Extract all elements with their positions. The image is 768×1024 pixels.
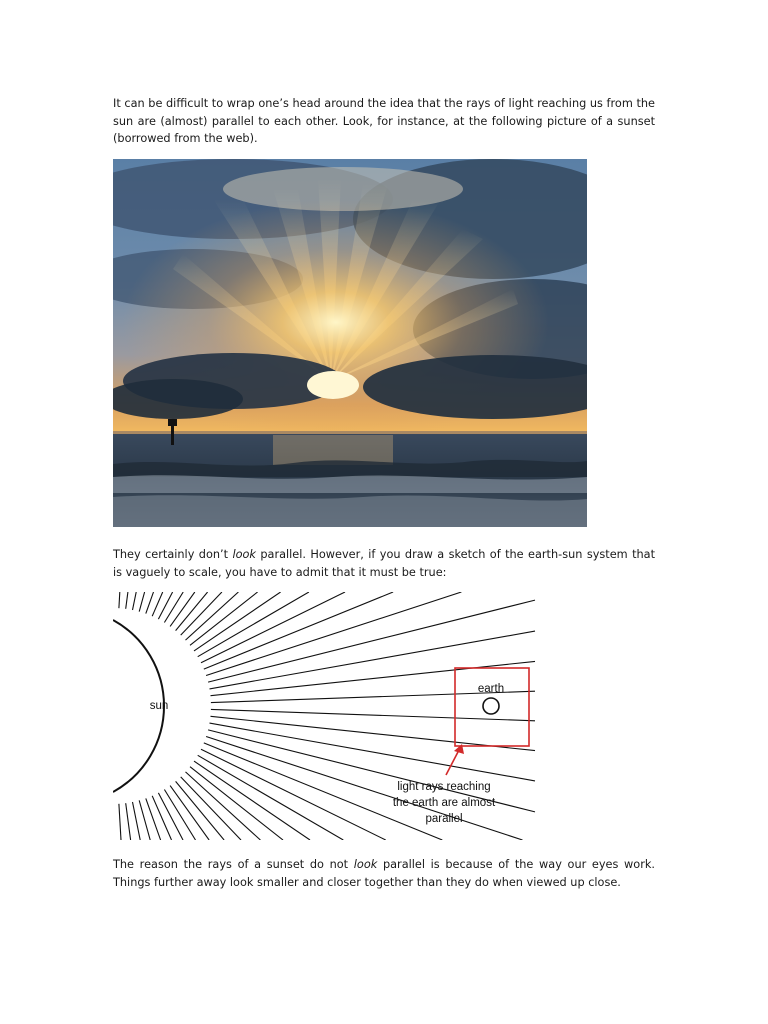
sun-ray [170, 786, 209, 840]
sun-ray [126, 592, 128, 609]
sketch-paragraph-end: parallel. However, if you draw a sketch of the earth-sun system that is vaguely to scale, you have to admit that it must be true: [113, 548, 656, 579]
sun-ray [152, 796, 171, 840]
sun-ray [164, 592, 183, 623]
sun-ray [126, 803, 131, 840]
sun-ray [181, 592, 222, 635]
sun-ray [152, 592, 163, 616]
caption-line-1: light rays reaching [397, 781, 491, 793]
sun-ray [170, 592, 195, 626]
sun-ray [190, 592, 258, 645]
intro-paragraph: It can be difficult to wrap one’s head around the idea that the rays of light reaching us from the sun are (almost) parallel to each other. Look, for instance, at the following picture of a sunset (borrowed from the web). [113, 97, 655, 145]
sun-ray [176, 781, 225, 840]
caption-line-3: parallel [425, 813, 463, 825]
sun-ray [133, 592, 137, 610]
sun-ray [133, 802, 141, 840]
sun-ray [139, 592, 144, 612]
sun-ray [146, 592, 154, 614]
sketch-paragraph [113, 546, 655, 581]
closing-paragraph-start: The reason the rays of a sunset do not [113, 858, 354, 871]
sun-ray [186, 772, 261, 840]
earth-label: earth [477, 683, 505, 695]
sun-label: sun [149, 700, 169, 712]
sun-ray [198, 755, 344, 840]
sketch-paragraph-start: They certainly don’t [113, 548, 233, 561]
closing-paragraph [113, 856, 655, 891]
emphasis-look-2: look [353, 858, 378, 871]
sun-ray [194, 592, 281, 651]
sun-ray [210, 723, 536, 781]
closing-paragraph-end: parallel is because of the way our eyes work. Things further away look smaller and closer together than they do when viewed up close. [113, 858, 655, 889]
sunset-photo [113, 159, 587, 527]
caption-line-2: the earth are almost [392, 797, 496, 809]
sun-ray [119, 804, 121, 840]
caption-arrow [446, 750, 459, 775]
sun-ray [204, 592, 393, 669]
sun-ray [119, 592, 120, 608]
sun-ray [201, 592, 345, 663]
sun-ray [208, 600, 535, 682]
sun-ray [210, 631, 536, 689]
earth-circle [483, 698, 499, 714]
emphasis-look: look [232, 548, 256, 561]
sun-ray [206, 592, 461, 676]
sun-ray [194, 761, 310, 840]
sun-ray [186, 592, 239, 640]
earth-sun-diagram [113, 592, 543, 840]
